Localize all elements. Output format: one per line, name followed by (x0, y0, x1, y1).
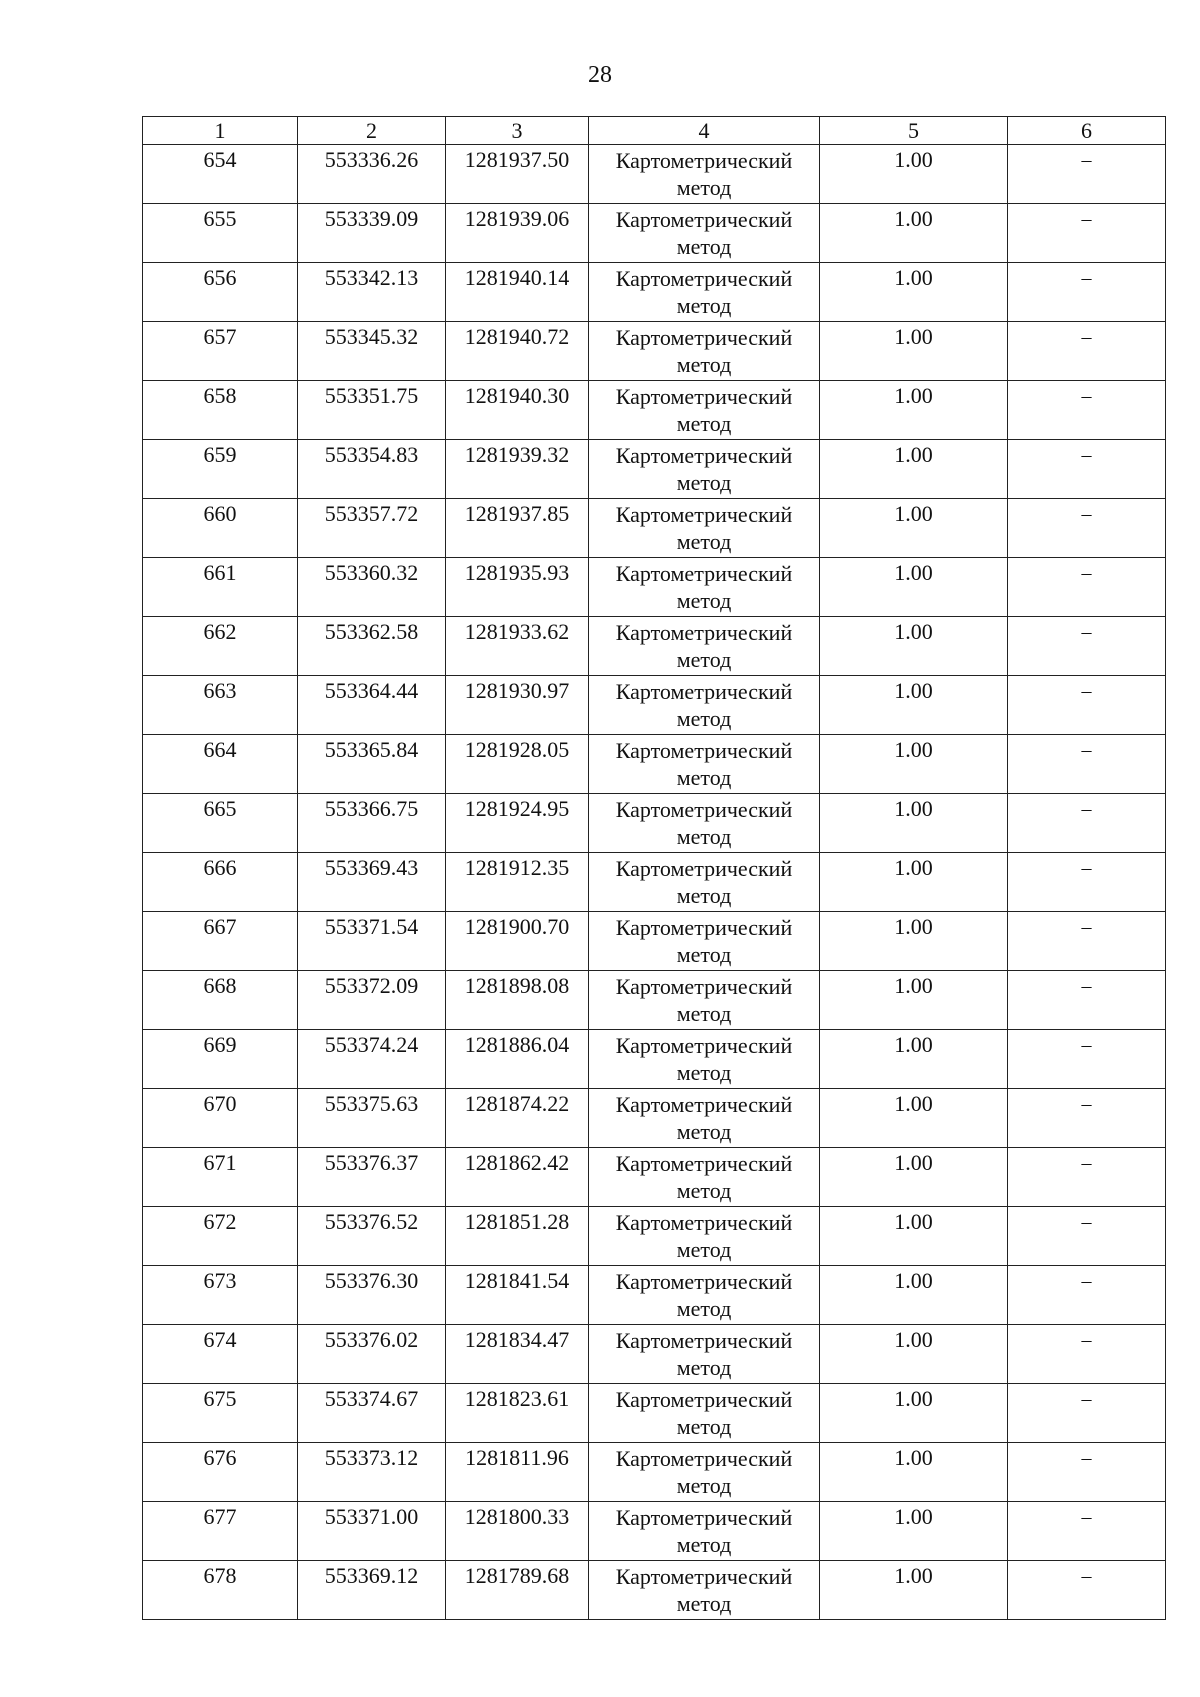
table-body (143, 145, 1166, 1620)
precision-cell: 1.00 (820, 145, 1008, 204)
method-cell (589, 971, 820, 1030)
method-cell (589, 322, 820, 381)
precision-cell: 1.00 (820, 1384, 1008, 1443)
table-row (143, 145, 1166, 204)
table-row (143, 322, 1166, 381)
x-coordinate-cell: 553376.37 (298, 1148, 446, 1207)
method-line-2: метод (676, 1355, 732, 1380)
method-line-2: метод (676, 234, 732, 259)
point-number-cell: 670 (143, 1089, 298, 1148)
precision-cell: 1.00 (820, 794, 1008, 853)
table-row (143, 1384, 1166, 1443)
point-number-cell: 664 (143, 735, 298, 794)
column-header-4: 4 (589, 117, 820, 145)
method-line-1: Картометрический (615, 443, 793, 468)
table-row (143, 263, 1166, 322)
y-coordinate-cell: 1281937.85 (446, 499, 589, 558)
x-coordinate-cell: 553371.00 (298, 1502, 446, 1561)
method-line-2: метод (676, 824, 732, 849)
method-line-1: Картометрический (615, 1033, 793, 1058)
method-line-2: метод (676, 647, 732, 672)
method-line-1: Картометрический (615, 1328, 793, 1353)
point-number-cell: 671 (143, 1148, 298, 1207)
method-cell (589, 1325, 820, 1384)
method-cell (589, 263, 820, 322)
note-cell: – (1008, 204, 1166, 263)
y-coordinate-cell: 1281900.70 (446, 912, 589, 971)
method-cell (589, 1502, 820, 1561)
note-cell: – (1008, 558, 1166, 617)
point-number-cell: 662 (143, 617, 298, 676)
x-coordinate-cell: 553364.44 (298, 676, 446, 735)
x-coordinate-cell: 553336.26 (298, 145, 446, 204)
method-line-1: Картометрический (615, 561, 793, 586)
precision-cell: 1.00 (820, 1325, 1008, 1384)
page-number: 28 (588, 62, 612, 88)
table-row (143, 204, 1166, 263)
method-line-2: метод (676, 1473, 732, 1498)
y-coordinate-cell: 1281886.04 (446, 1030, 589, 1089)
table-row (143, 1089, 1166, 1148)
method-cell (589, 617, 820, 676)
x-coordinate-cell: 553371.54 (298, 912, 446, 971)
method-line-1: Картометрический (615, 1269, 793, 1294)
x-coordinate-cell: 553345.32 (298, 322, 446, 381)
point-number-cell: 666 (143, 853, 298, 912)
y-coordinate-cell: 1281862.42 (446, 1148, 589, 1207)
y-coordinate-cell: 1281898.08 (446, 971, 589, 1030)
method-cell (589, 381, 820, 440)
y-coordinate-cell: 1281841.54 (446, 1266, 589, 1325)
method-line-1: Картометрический (615, 1564, 793, 1589)
table-row (143, 912, 1166, 971)
x-coordinate-cell: 553374.67 (298, 1384, 446, 1443)
note-cell: – (1008, 1502, 1166, 1561)
table-row (143, 676, 1166, 735)
x-coordinate-cell: 553369.43 (298, 853, 446, 912)
x-coordinate-cell: 553342.13 (298, 263, 446, 322)
method-cell (589, 853, 820, 912)
y-coordinate-cell: 1281924.95 (446, 794, 589, 853)
table-row (143, 440, 1166, 499)
note-cell: – (1008, 676, 1166, 735)
precision-cell: 1.00 (820, 1148, 1008, 1207)
method-cell (589, 1384, 820, 1443)
x-coordinate-cell: 553373.12 (298, 1443, 446, 1502)
precision-cell: 1.00 (820, 322, 1008, 381)
table-row (143, 853, 1166, 912)
x-coordinate-cell: 553351.75 (298, 381, 446, 440)
point-number-cell: 676 (143, 1443, 298, 1502)
method-line-1: Картометрический (615, 856, 793, 881)
precision-cell: 1.00 (820, 971, 1008, 1030)
method-line-1: Картометрический (615, 384, 793, 409)
x-coordinate-cell: 553365.84 (298, 735, 446, 794)
method-line-1: Картометрический (615, 148, 793, 173)
method-line-1: Картометрический (615, 1446, 793, 1471)
method-line-1: Картометрический (615, 620, 793, 645)
method-line-1: Картометрический (615, 974, 793, 999)
point-number-cell: 673 (143, 1266, 298, 1325)
note-cell: – (1008, 381, 1166, 440)
table-row (143, 1207, 1166, 1266)
x-coordinate-cell: 553376.30 (298, 1266, 446, 1325)
method-cell (589, 1148, 820, 1207)
method-cell (589, 204, 820, 263)
method-line-2: метод (676, 765, 732, 790)
x-coordinate-cell: 553366.75 (298, 794, 446, 853)
point-number-cell: 678 (143, 1561, 298, 1620)
method-cell (589, 499, 820, 558)
method-line-2: метод (676, 1296, 732, 1321)
y-coordinate-cell: 1281912.35 (446, 853, 589, 912)
y-coordinate-cell: 1281940.30 (446, 381, 589, 440)
method-line-2: метод (676, 175, 732, 200)
precision-cell: 1.00 (820, 381, 1008, 440)
note-cell: – (1008, 322, 1166, 381)
method-line-1: Картометрический (615, 915, 793, 940)
method-line-1: Картометрический (615, 502, 793, 527)
method-line-2: метод (676, 470, 732, 495)
table-row (143, 617, 1166, 676)
method-line-2: метод (676, 1178, 732, 1203)
note-cell: – (1008, 853, 1166, 912)
method-line-1: Картометрический (615, 325, 793, 350)
precision-cell: 1.00 (820, 676, 1008, 735)
note-cell: – (1008, 1266, 1166, 1325)
note-cell: – (1008, 1089, 1166, 1148)
x-coordinate-cell: 553360.32 (298, 558, 446, 617)
method-cell (589, 912, 820, 971)
precision-cell: 1.00 (820, 617, 1008, 676)
x-coordinate-cell: 553376.02 (298, 1325, 446, 1384)
y-coordinate-cell: 1281937.50 (446, 145, 589, 204)
note-cell: – (1008, 499, 1166, 558)
x-coordinate-cell: 553369.12 (298, 1561, 446, 1620)
precision-cell: 1.00 (820, 440, 1008, 499)
note-cell: – (1008, 1325, 1166, 1384)
method-cell (589, 794, 820, 853)
precision-cell: 1.00 (820, 853, 1008, 912)
method-line-1: Картометрический (615, 266, 793, 291)
y-coordinate-cell: 1281940.14 (446, 263, 589, 322)
precision-cell: 1.00 (820, 1561, 1008, 1620)
precision-cell: 1.00 (820, 1207, 1008, 1266)
point-number-cell: 657 (143, 322, 298, 381)
x-coordinate-cell: 553354.83 (298, 440, 446, 499)
precision-cell: 1.00 (820, 499, 1008, 558)
method-line-1: Картометрический (615, 1210, 793, 1235)
y-coordinate-cell: 1281930.97 (446, 676, 589, 735)
method-line-2: метод (676, 411, 732, 436)
note-cell: – (1008, 440, 1166, 499)
table-row (143, 1443, 1166, 1502)
coordinates-table (142, 116, 1166, 1620)
method-line-1: Картометрический (615, 1505, 793, 1530)
method-line-2: метод (676, 883, 732, 908)
x-coordinate-cell: 553357.72 (298, 499, 446, 558)
method-line-1: Картометрический (615, 207, 793, 232)
method-cell (589, 676, 820, 735)
method-line-2: метод (676, 1414, 732, 1439)
point-number-cell: 667 (143, 912, 298, 971)
point-number-cell: 674 (143, 1325, 298, 1384)
y-coordinate-cell: 1281940.72 (446, 322, 589, 381)
table-row (143, 1030, 1166, 1089)
note-cell: – (1008, 145, 1166, 204)
precision-cell: 1.00 (820, 558, 1008, 617)
method-line-2: метод (676, 352, 732, 377)
method-cell (589, 735, 820, 794)
method-cell (589, 1443, 820, 1502)
precision-cell: 1.00 (820, 1030, 1008, 1089)
method-line-1: Картометрический (615, 797, 793, 822)
y-coordinate-cell: 1281834.47 (446, 1325, 589, 1384)
note-cell: – (1008, 1207, 1166, 1266)
table-row (143, 1502, 1166, 1561)
method-line-2: метод (676, 1119, 732, 1144)
x-coordinate-cell: 553339.09 (298, 204, 446, 263)
point-number-cell: 672 (143, 1207, 298, 1266)
y-coordinate-cell: 1281811.96 (446, 1443, 589, 1502)
y-coordinate-cell: 1281789.68 (446, 1561, 589, 1620)
table-row (143, 1266, 1166, 1325)
method-line-2: метод (676, 1001, 732, 1026)
note-cell: – (1008, 971, 1166, 1030)
method-line-2: метод (676, 1060, 732, 1085)
y-coordinate-cell: 1281928.05 (446, 735, 589, 794)
point-number-cell: 668 (143, 971, 298, 1030)
y-coordinate-cell: 1281933.62 (446, 617, 589, 676)
method-line-2: метод (676, 706, 732, 731)
precision-cell: 1.00 (820, 204, 1008, 263)
column-header-3: 3 (446, 117, 589, 145)
note-cell: – (1008, 912, 1166, 971)
method-line-2: метод (676, 942, 732, 967)
method-line-1: Картометрический (615, 1151, 793, 1176)
note-cell: – (1008, 263, 1166, 322)
table-row (143, 381, 1166, 440)
point-number-cell: 675 (143, 1384, 298, 1443)
point-number-cell: 663 (143, 676, 298, 735)
table-row (143, 499, 1166, 558)
table-row (143, 1561, 1166, 1620)
method-cell (589, 1089, 820, 1148)
y-coordinate-cell: 1281823.61 (446, 1384, 589, 1443)
column-header-5: 5 (820, 117, 1008, 145)
point-number-cell: 669 (143, 1030, 298, 1089)
table-row (143, 794, 1166, 853)
method-line-1: Картометрический (615, 679, 793, 704)
point-number-cell: 658 (143, 381, 298, 440)
point-number-cell: 677 (143, 1502, 298, 1561)
note-cell: – (1008, 1030, 1166, 1089)
column-header-2: 2 (298, 117, 446, 145)
method-line-2: метод (676, 529, 732, 554)
note-cell: – (1008, 617, 1166, 676)
note-cell: – (1008, 735, 1166, 794)
precision-cell: 1.00 (820, 1266, 1008, 1325)
precision-cell: 1.00 (820, 912, 1008, 971)
method-line-2: метод (676, 1237, 732, 1262)
method-line-2: метод (676, 588, 732, 613)
note-cell: – (1008, 794, 1166, 853)
table-row (143, 1148, 1166, 1207)
y-coordinate-cell: 1281851.28 (446, 1207, 589, 1266)
method-line-1: Картометрический (615, 1092, 793, 1117)
point-number-cell: 654 (143, 145, 298, 204)
precision-cell: 1.00 (820, 1502, 1008, 1561)
precision-cell: 1.00 (820, 1089, 1008, 1148)
column-header-1: 1 (143, 117, 298, 145)
column-header-6: 6 (1008, 117, 1166, 145)
method-line-1: Картометрический (615, 738, 793, 763)
y-coordinate-cell: 1281939.32 (446, 440, 589, 499)
table-header-row (143, 117, 1166, 145)
y-coordinate-cell: 1281935.93 (446, 558, 589, 617)
precision-cell: 1.00 (820, 263, 1008, 322)
precision-cell: 1.00 (820, 735, 1008, 794)
method-cell (589, 1207, 820, 1266)
x-coordinate-cell: 553362.58 (298, 617, 446, 676)
x-coordinate-cell: 553376.52 (298, 1207, 446, 1266)
table-row (143, 1325, 1166, 1384)
point-number-cell: 659 (143, 440, 298, 499)
method-cell (589, 558, 820, 617)
note-cell: – (1008, 1148, 1166, 1207)
method-line-2: метод (676, 1532, 732, 1557)
method-line-2: метод (676, 1591, 732, 1616)
method-cell (589, 440, 820, 499)
point-number-cell: 665 (143, 794, 298, 853)
table-row (143, 735, 1166, 794)
note-cell: – (1008, 1561, 1166, 1620)
precision-cell: 1.00 (820, 1443, 1008, 1502)
point-number-cell: 661 (143, 558, 298, 617)
y-coordinate-cell: 1281800.33 (446, 1502, 589, 1561)
point-number-cell: 655 (143, 204, 298, 263)
note-cell: – (1008, 1384, 1166, 1443)
x-coordinate-cell: 553375.63 (298, 1089, 446, 1148)
y-coordinate-cell: 1281874.22 (446, 1089, 589, 1148)
method-cell (589, 145, 820, 204)
x-coordinate-cell: 553374.24 (298, 1030, 446, 1089)
point-number-cell: 656 (143, 263, 298, 322)
method-cell (589, 1561, 820, 1620)
x-coordinate-cell: 553372.09 (298, 971, 446, 1030)
method-cell (589, 1266, 820, 1325)
method-line-2: метод (676, 293, 732, 318)
method-line-1: Картометрический (615, 1387, 793, 1412)
point-number-cell: 660 (143, 499, 298, 558)
y-coordinate-cell: 1281939.06 (446, 204, 589, 263)
note-cell: – (1008, 1443, 1166, 1502)
method-cell (589, 1030, 820, 1089)
table-row (143, 558, 1166, 617)
table-row (143, 971, 1166, 1030)
